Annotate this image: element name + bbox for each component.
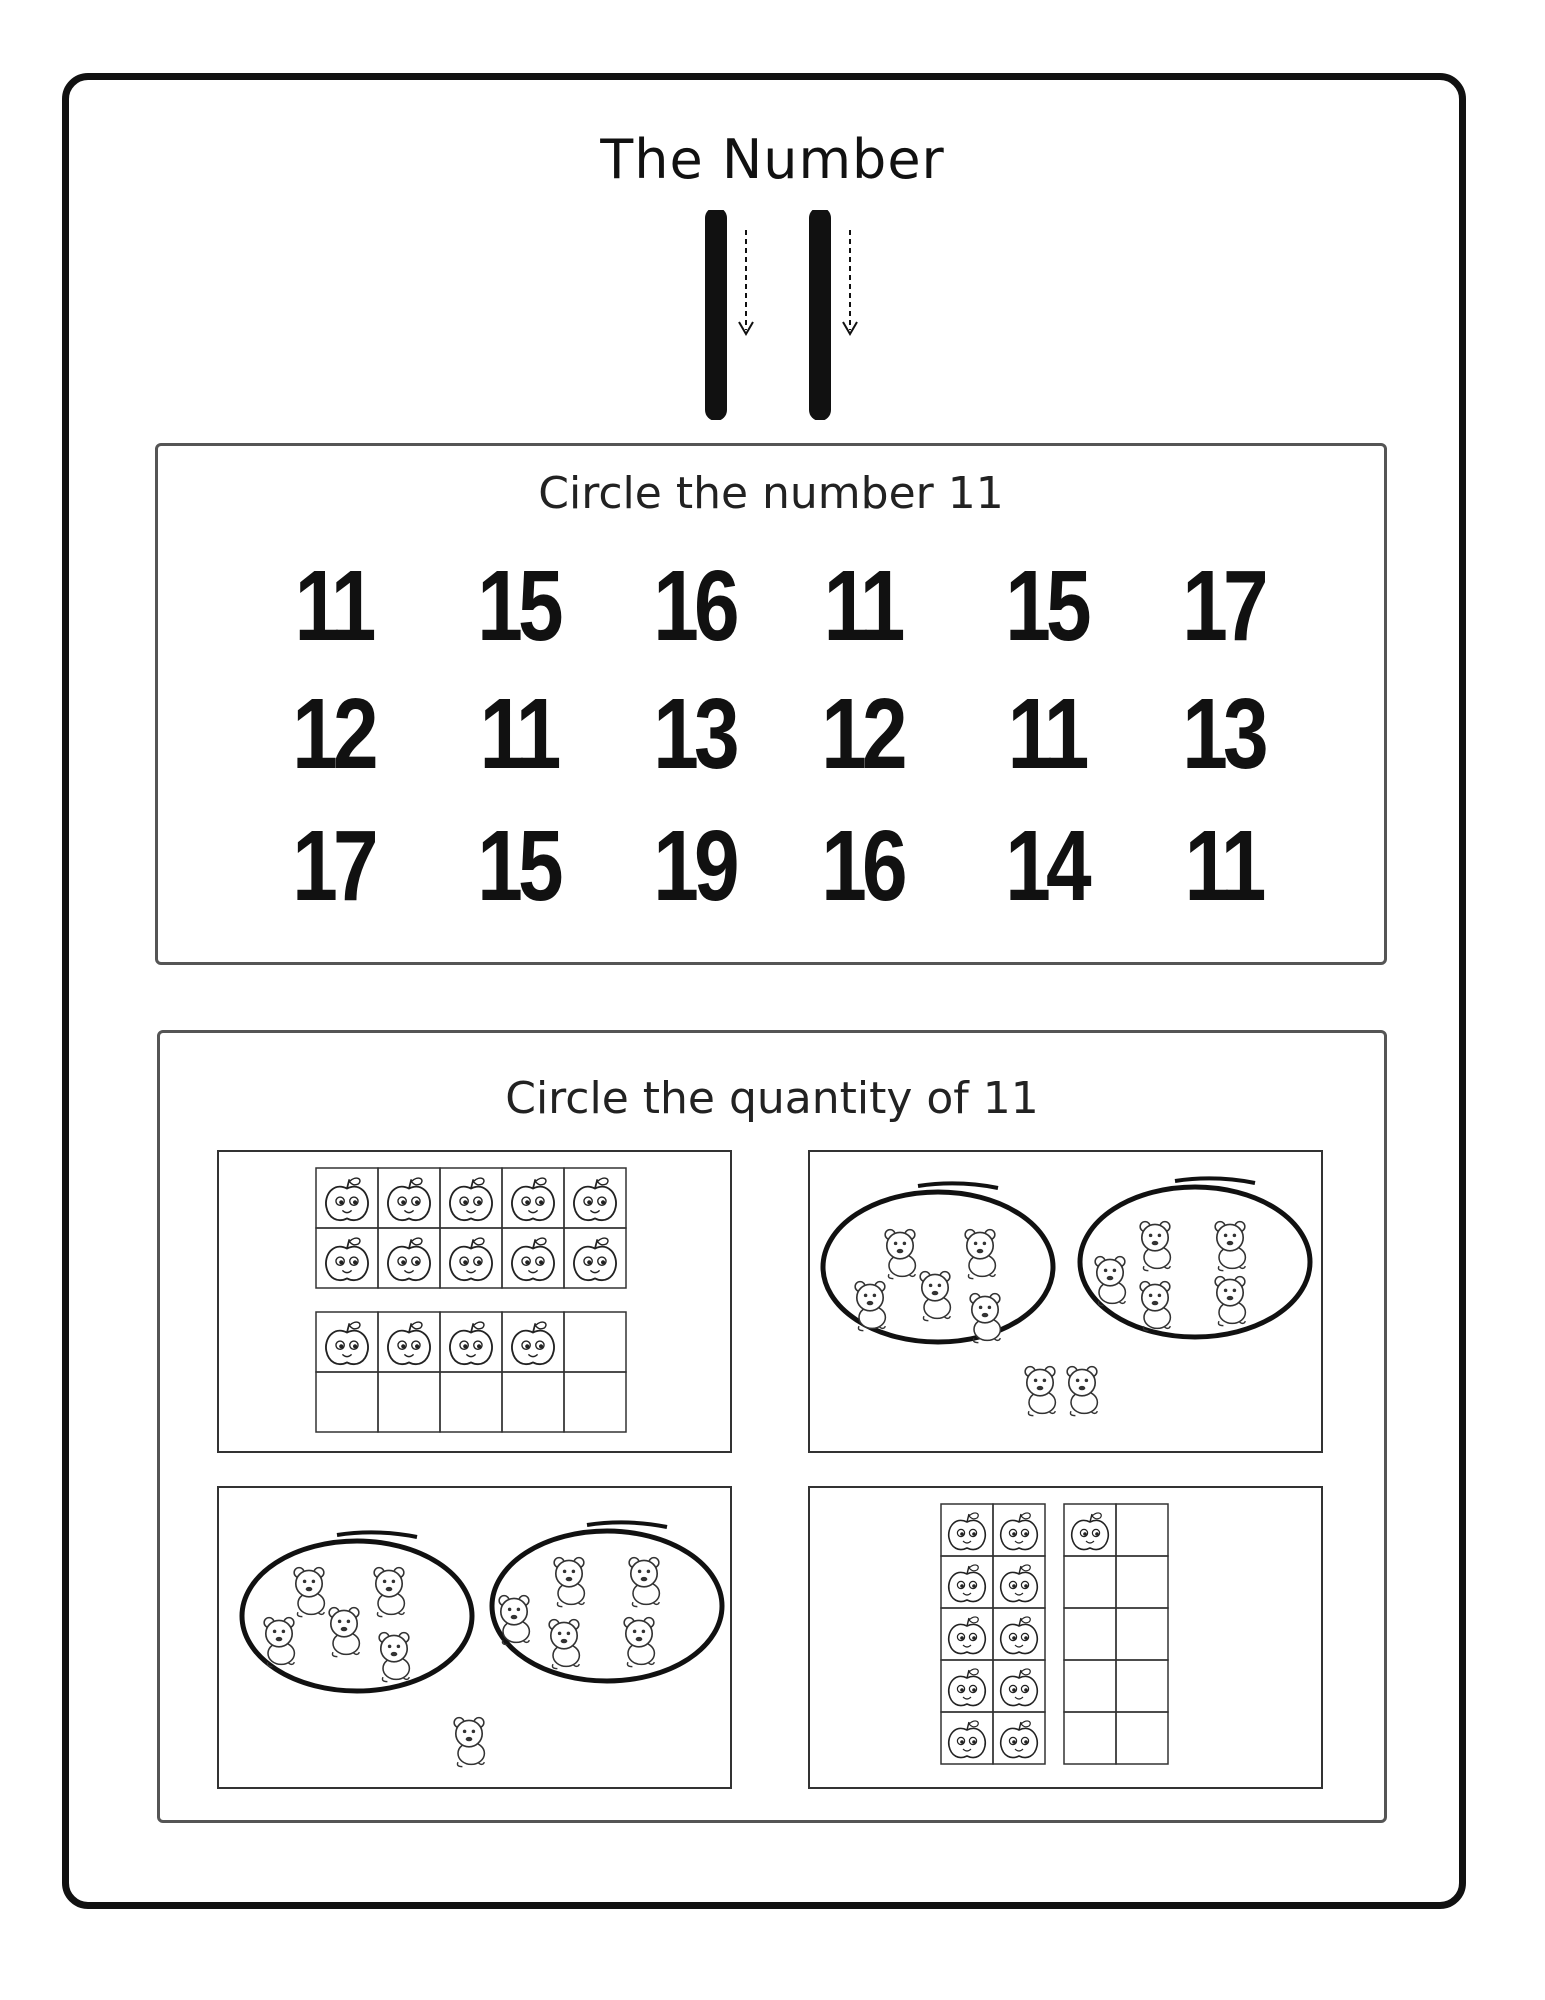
circle-quantity-instruction: Circle the quantity of 11 — [505, 1073, 1039, 1124]
ten-frame-cell — [1064, 1712, 1116, 1764]
group-loop-stroke — [337, 1532, 417, 1537]
ten-frame-cell — [440, 1372, 502, 1432]
number-choice[interactable]: 15 — [1005, 550, 1087, 662]
group-loop-stroke — [1175, 1178, 1255, 1183]
apple-icon — [1001, 1669, 1038, 1706]
bear-icon — [379, 1633, 409, 1682]
group-loop-stroke — [587, 1522, 667, 1527]
apple-icon — [326, 1178, 368, 1220]
bear-icon — [329, 1608, 359, 1657]
apple-icon — [512, 1322, 554, 1364]
number-choice[interactable]: 19 — [653, 810, 735, 922]
ten-frame-cell — [1116, 1504, 1168, 1556]
number-choice[interactable]: 17 — [292, 810, 374, 922]
bear-icon — [1215, 1277, 1245, 1326]
number-choice[interactable]: 15 — [477, 810, 559, 922]
number-choice[interactable]: 11 — [1007, 678, 1085, 790]
number-choice[interactable]: 11 — [1184, 810, 1262, 922]
apple-icon — [388, 1238, 430, 1280]
ten-frame-cell — [564, 1312, 626, 1372]
bear-icon — [1140, 1222, 1170, 1271]
bear-icon — [1095, 1257, 1125, 1306]
apple-icon — [450, 1238, 492, 1280]
quantity-option-apples-ten-frames[interactable] — [217, 1150, 732, 1453]
apple-icon — [450, 1178, 492, 1220]
bear-icon — [1215, 1222, 1245, 1271]
ten-frame-cell — [1064, 1608, 1116, 1660]
apple-icon — [949, 1669, 986, 1706]
ten-frame-cell — [502, 1372, 564, 1432]
bear-icon — [554, 1558, 584, 1607]
bear-icon — [965, 1230, 995, 1279]
number-choice[interactable]: 16 — [821, 810, 903, 922]
bear-icon — [1067, 1367, 1097, 1416]
group-loop-stroke — [918, 1183, 998, 1188]
group-loop — [823, 1192, 1053, 1342]
bear-icon — [454, 1718, 484, 1767]
number-choice[interactable]: 17 — [1182, 550, 1264, 662]
quantity-option-apples-vertical-frames[interactable] — [808, 1486, 1323, 1789]
number-choice[interactable]: 12 — [821, 678, 903, 790]
traceable-number-11 — [700, 210, 900, 420]
apple-icon — [949, 1617, 986, 1654]
apple-icon — [1001, 1513, 1038, 1550]
ten-frame-cell — [1116, 1556, 1168, 1608]
number-choice[interactable]: 12 — [292, 678, 374, 790]
apple-icon — [388, 1322, 430, 1364]
bear-icon — [629, 1558, 659, 1607]
ten-frame-cell — [1064, 1660, 1116, 1712]
apple-icon — [512, 1178, 554, 1220]
apple-icon — [450, 1322, 492, 1364]
ten-frame-cell — [1064, 1556, 1116, 1608]
bear-icon — [1140, 1282, 1170, 1331]
apple-icon — [949, 1565, 986, 1602]
apple-icon — [512, 1238, 554, 1280]
circle-quantity-panel — [157, 1030, 1387, 1823]
apple-icon — [574, 1238, 616, 1280]
apple-icon — [1072, 1513, 1109, 1550]
quantity-option-bears-groups-a[interactable] — [808, 1150, 1323, 1453]
quantity-option-bears-groups-b[interactable] — [217, 1486, 732, 1789]
number-choice[interactable]: 11 — [294, 550, 372, 662]
apple-icon — [326, 1238, 368, 1280]
number-choice[interactable]: 11 — [479, 678, 557, 790]
page-title: The Number — [600, 128, 945, 191]
bear-icon — [294, 1568, 324, 1617]
apple-icon — [1001, 1565, 1038, 1602]
number-choice[interactable]: 14 — [1005, 810, 1087, 922]
ten-frame-cell — [316, 1372, 378, 1432]
apple-icon — [949, 1721, 986, 1758]
circle-number-panel — [155, 443, 1387, 965]
bear-icon — [549, 1620, 579, 1669]
number-choice[interactable]: 15 — [477, 550, 559, 662]
bear-icon — [624, 1618, 654, 1667]
bear-icon — [970, 1294, 1000, 1343]
ten-frame-cell — [1116, 1712, 1168, 1764]
number-choice[interactable]: 11 — [823, 550, 901, 662]
number-choice[interactable]: 13 — [1182, 678, 1264, 790]
apple-icon — [1001, 1721, 1038, 1758]
ten-frame-cell — [564, 1372, 626, 1432]
apple-icon — [326, 1322, 368, 1364]
ten-frame-cell — [378, 1372, 440, 1432]
apple-icon — [574, 1178, 616, 1220]
bear-icon — [264, 1618, 294, 1667]
number-choice[interactable]: 16 — [653, 550, 735, 662]
ten-frame-cell — [1116, 1660, 1168, 1712]
bear-icon — [1025, 1367, 1055, 1416]
apple-icon — [949, 1513, 986, 1550]
bear-icon — [374, 1568, 404, 1617]
circle-number-instruction: Circle the number 11 — [538, 468, 1004, 519]
bear-icon — [885, 1230, 915, 1279]
number-choice[interactable]: 13 — [653, 678, 735, 790]
apple-icon — [1001, 1617, 1038, 1654]
ten-frame-cell — [1116, 1608, 1168, 1660]
bear-icon — [920, 1272, 950, 1321]
apple-icon — [388, 1178, 430, 1220]
